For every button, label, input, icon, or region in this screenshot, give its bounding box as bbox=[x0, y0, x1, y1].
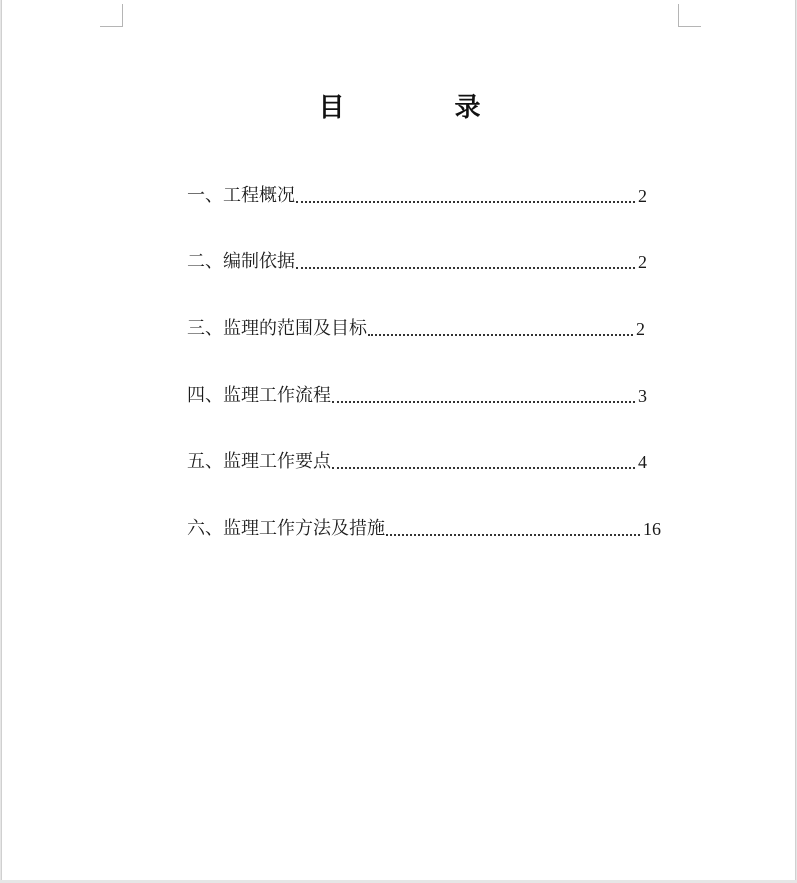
document-page bbox=[1, 0, 796, 880]
toc-entry[interactable] bbox=[187, 384, 647, 408]
toc-entry-label: 六、监理工作方法及措施 bbox=[187, 518, 385, 539]
page-corner-mark-top-left bbox=[100, 4, 123, 27]
toc-dot-leader bbox=[296, 266, 635, 269]
toc-page-number: 4 bbox=[638, 452, 647, 472]
toc-page-number: 2 bbox=[638, 186, 647, 206]
toc-entry-label: 三、监理的范围及目标 bbox=[187, 318, 367, 339]
toc-entry[interactable] bbox=[187, 184, 647, 208]
toc-entry[interactable] bbox=[187, 250, 647, 274]
toc-page-number: 2 bbox=[638, 252, 647, 272]
toc-page-number: 16 bbox=[643, 519, 661, 539]
toc-entry[interactable] bbox=[187, 517, 661, 541]
toc-entry-label: 五、监理工作要点 bbox=[187, 451, 331, 472]
toc-entry-label: 二、编制依据 bbox=[187, 251, 295, 272]
toc-page-number: 2 bbox=[636, 319, 645, 339]
toc-entry-label: 一、工程概况 bbox=[187, 185, 295, 206]
toc-dot-leader bbox=[386, 533, 640, 536]
toc-dot-leader bbox=[296, 200, 635, 203]
toc-entry-label: 四、监理工作流程 bbox=[187, 385, 331, 406]
page-corner-mark-top-right bbox=[678, 4, 701, 27]
toc-entry[interactable] bbox=[187, 317, 645, 341]
toc-dot-leader bbox=[332, 400, 635, 403]
toc-title: 目 录 bbox=[318, 93, 523, 123]
toc-page-number: 3 bbox=[638, 386, 647, 406]
toc-dot-leader bbox=[332, 466, 635, 469]
toc-entry[interactable] bbox=[187, 450, 647, 474]
toc-dot-leader bbox=[368, 333, 633, 336]
